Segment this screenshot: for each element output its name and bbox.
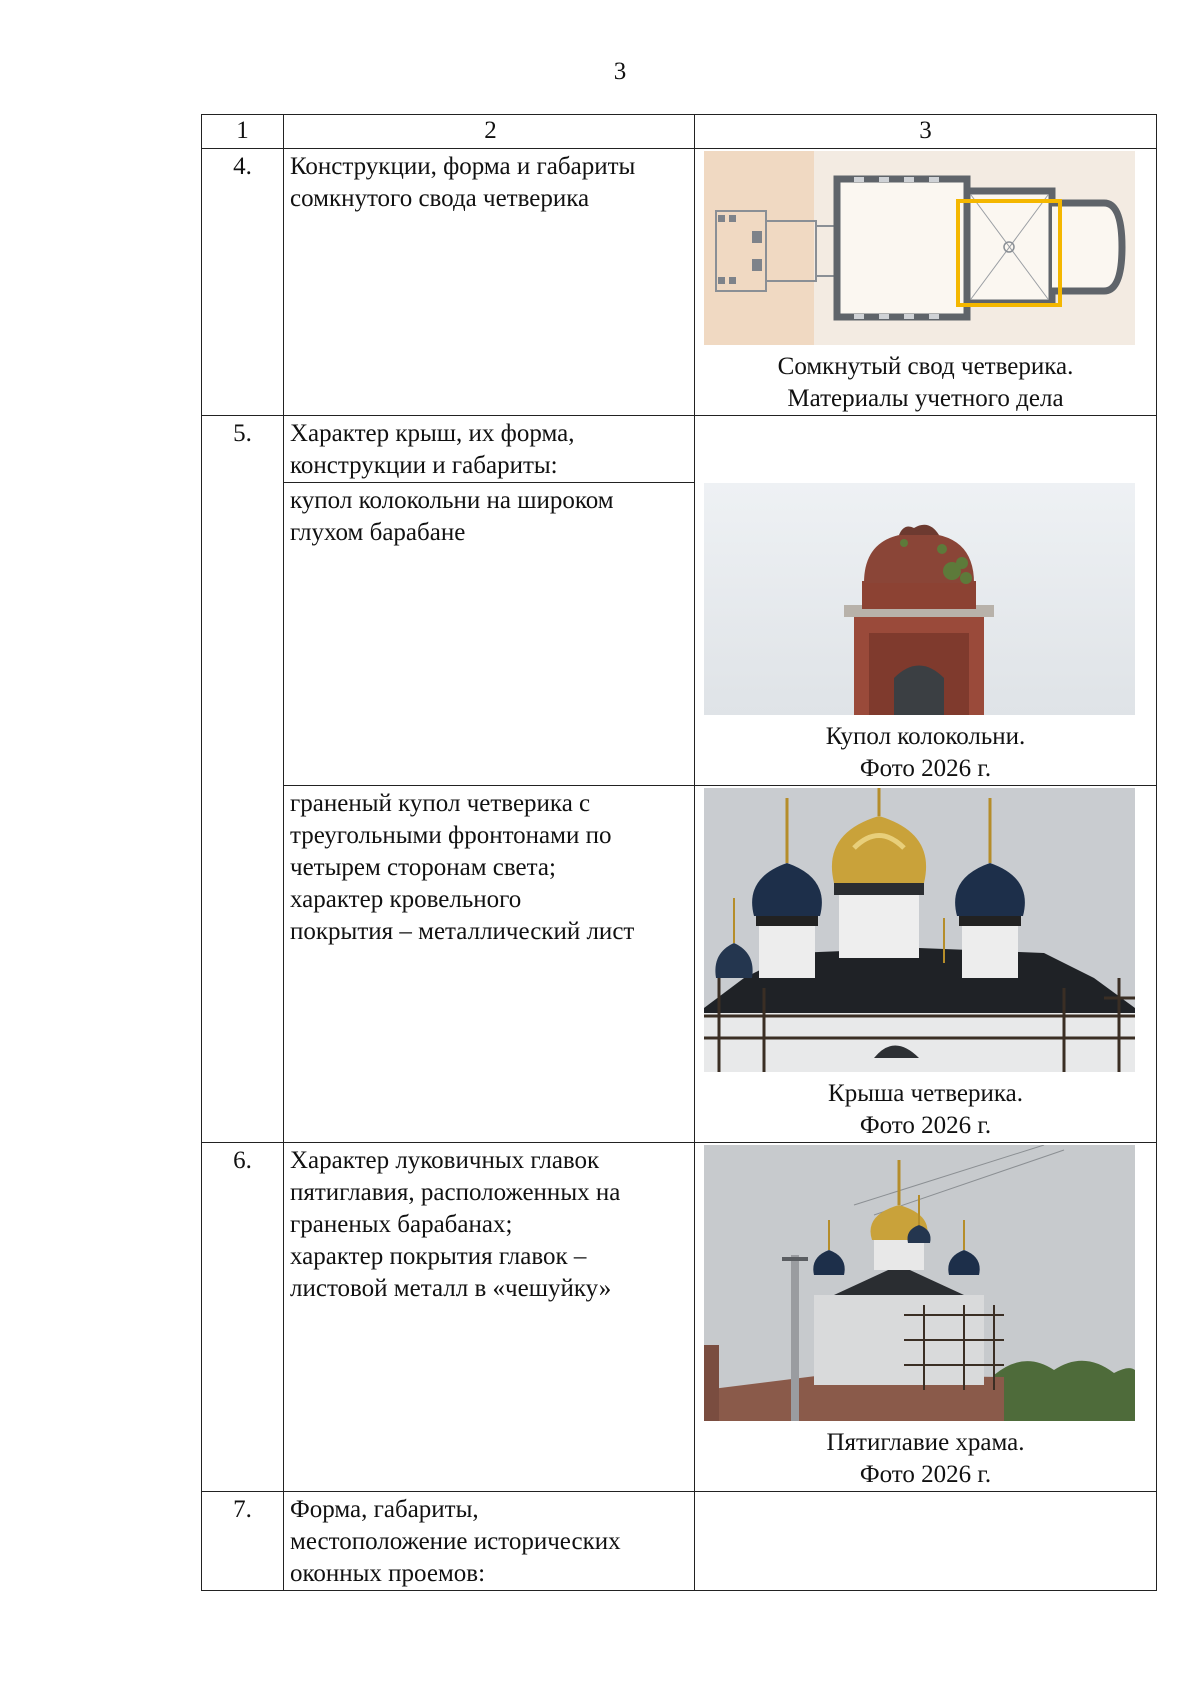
row-number: 7. — [233, 1495, 252, 1523]
table-row — [202, 1491, 1157, 1590]
row-number: 6. — [233, 1146, 252, 1174]
row-description: Конструкции, форма и габариты сомкнутого свода четверика — [290, 153, 636, 212]
header-col-2: 2 — [284, 115, 695, 149]
table-row — [202, 1142, 1157, 1491]
table-row — [202, 416, 1157, 483]
image-caption: Пятиглавие храма. Фото 2026 г. — [826, 1428, 1025, 1488]
row-description: купол колокольни на широком глухом барабане — [290, 487, 614, 546]
header-col-3: 3 — [695, 115, 1157, 149]
row-number: 5. — [233, 420, 252, 447]
page-number: 3 — [613, 58, 627, 85]
five-domes-photo — [704, 1145, 1135, 1421]
header-col-1: 1 — [202, 115, 284, 149]
table-row — [202, 785, 1157, 1142]
floor-plan-drawing — [704, 151, 1135, 345]
heritage-table — [201, 114, 1157, 1591]
bell-tower-dome-photo — [704, 483, 1135, 715]
table-row — [202, 149, 1157, 416]
row-description: Характер крыш, их форма, конструкции и габариты: — [290, 420, 575, 479]
roof-quadrangle-photo — [704, 788, 1135, 1072]
image-caption: Сомкнутый свод четверика. Материалы учетного дела — [777, 353, 1074, 412]
image-caption: Крыша четверика. Фото 2026 г. — [828, 1079, 1023, 1139]
table-row — [202, 483, 1157, 786]
row-number: 4. — [233, 153, 252, 180]
row-description: граненый купол четверика с треугольными фронтонами по четырем сторонам света; характер кровельного покрытия – металлический лист — [290, 789, 635, 945]
row-description: Характер луковичных главок пятиглавия, расположенных на граненых барабанах; характер покрытия главок – листовой металл в «чешуйку» — [290, 1146, 621, 1302]
row-description: Форма, габариты, местоположение исторических оконных проемов: — [290, 1495, 621, 1587]
image-caption: Купол колокольни. Фото 2026 г. — [825, 722, 1026, 782]
header-row — [202, 115, 1157, 149]
